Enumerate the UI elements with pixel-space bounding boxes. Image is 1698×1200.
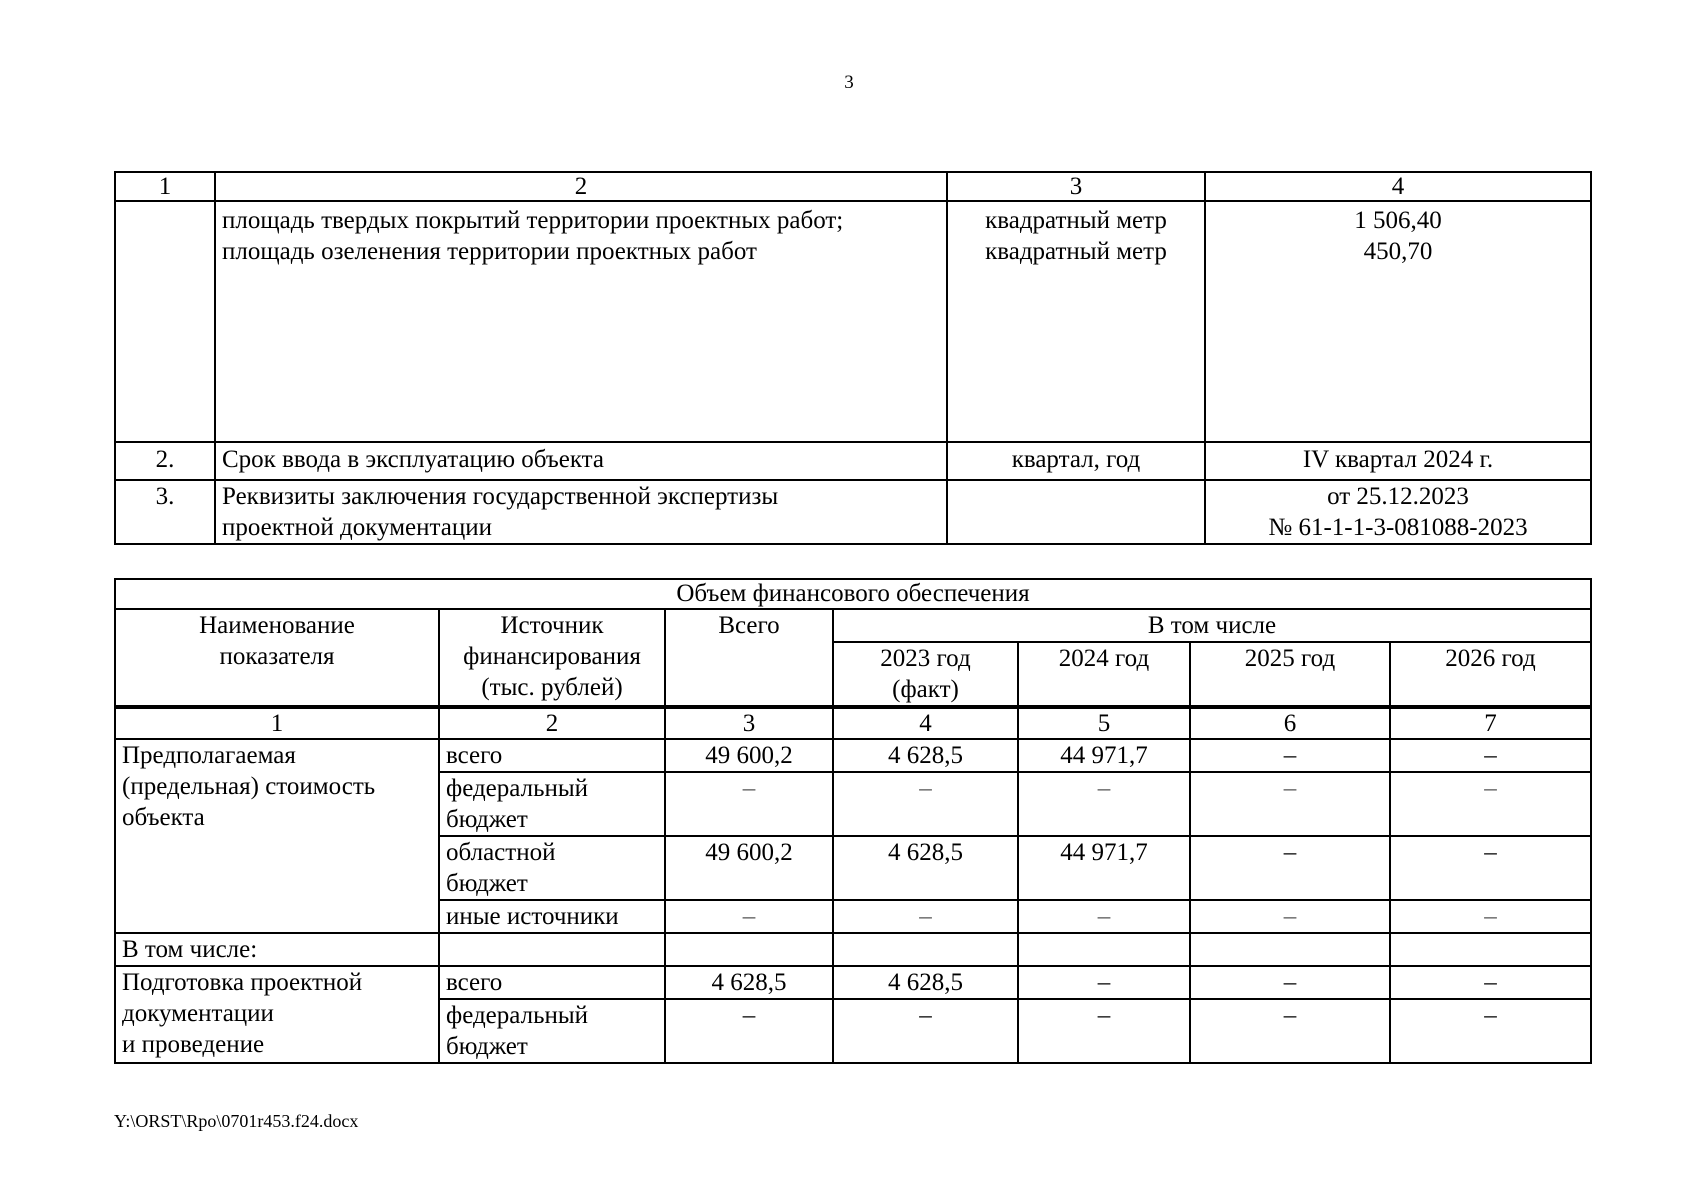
value-total: 4 628,5 — [665, 966, 833, 999]
indicator-name: Срок ввода в эксплуатацию объекта — [215, 442, 947, 480]
value-total: 49 600,2 — [665, 836, 833, 900]
source-line: федеральный — [446, 1002, 589, 1029]
row-number: 2. — [115, 442, 215, 480]
table-title-row — [115, 579, 1591, 609]
table-title: Объем финансового обеспечения — [115, 579, 1591, 609]
value-line: № 61-1-1-3-081088-2023 — [1268, 514, 1528, 541]
empty-cell — [1018, 933, 1190, 966]
value-total: – — [665, 900, 833, 933]
indicator-name-line: проектной документации — [222, 514, 492, 541]
table-row — [115, 933, 1591, 966]
indicator-name-line: Подготовка проектной — [122, 969, 363, 996]
column-number-1: 1 — [115, 172, 215, 201]
value-2025: – — [1190, 772, 1390, 836]
table-header-row — [115, 172, 1591, 201]
unit-line: квадратный метр — [985, 238, 1167, 265]
header-line: (факт) — [892, 676, 959, 703]
header-line: Источник — [500, 612, 604, 639]
value-2023: 4 628,5 — [833, 739, 1018, 772]
value-2024: – — [1018, 966, 1190, 999]
column-number-3: 3 — [665, 707, 833, 739]
table-row — [115, 739, 1591, 772]
indicator-name-line: и проведение — [122, 1031, 265, 1058]
object-characteristics-table — [114, 171, 1592, 545]
indicator-name-line: объекта — [122, 804, 205, 831]
empty-cell — [833, 933, 1018, 966]
header-including: В том числе — [833, 609, 1591, 642]
value-cell — [1205, 480, 1591, 544]
financing-source — [439, 772, 665, 836]
value-2025: – — [1190, 739, 1390, 772]
value-2023: – — [833, 900, 1018, 933]
value-total: – — [665, 772, 833, 836]
value-total: – — [665, 999, 833, 1063]
financing-source — [439, 836, 665, 900]
header-year-2026: 2026 год — [1390, 642, 1591, 707]
value-2026: – — [1390, 772, 1591, 836]
column-number-5: 5 — [1018, 707, 1190, 739]
unit-line: квадратный метр — [985, 207, 1167, 234]
column-number-2: 2 — [439, 707, 665, 739]
value-2026: – — [1390, 900, 1591, 933]
header-year-2023 — [833, 642, 1018, 707]
source-line: областной — [446, 839, 556, 866]
financing-source: всего — [439, 739, 665, 772]
value-2024: – — [1018, 999, 1190, 1063]
financing-source: иные источники — [439, 900, 665, 933]
value-2025: – — [1190, 836, 1390, 900]
including-label: В том числе: — [115, 933, 439, 966]
value-cell — [1205, 201, 1591, 442]
source-line: федеральный — [446, 775, 589, 802]
table-row — [115, 442, 1591, 480]
column-number-4: 4 — [1205, 172, 1591, 201]
indicator-name — [115, 966, 439, 1063]
source-line: бюджет — [446, 870, 528, 897]
value-line: от 25.12.2023 — [1327, 483, 1469, 510]
value-2023: – — [833, 999, 1018, 1063]
table-row — [115, 201, 1591, 442]
source-line: бюджет — [446, 1033, 528, 1060]
value-2023: 4 628,5 — [833, 836, 1018, 900]
column-number-4: 4 — [833, 707, 1018, 739]
document-file-path: Y:\ORST\Rpo\0701r453.f24.docx — [114, 1111, 359, 1131]
value-line: 450,70 — [1363, 238, 1433, 265]
header-line: 2023 год — [880, 645, 971, 672]
value-2024: 44 971,7 — [1018, 836, 1190, 900]
financing-table — [114, 578, 1592, 1064]
indicator-name-line: Реквизиты заключения государственной экспертизы — [222, 483, 779, 510]
column-number-7: 7 — [1390, 707, 1591, 739]
value-2023: – — [833, 772, 1018, 836]
row-number: 3. — [115, 480, 215, 544]
empty-cell — [1190, 933, 1390, 966]
value-2024: – — [1018, 772, 1190, 836]
column-numbers-row — [115, 707, 1591, 739]
header-indicator-name — [115, 609, 439, 707]
value-total: 49 600,2 — [665, 739, 833, 772]
value-2026: – — [1390, 836, 1591, 900]
header-line: финансирования — [463, 643, 641, 670]
indicator-name — [215, 201, 947, 442]
header-line: показателя — [219, 643, 335, 670]
header-financing-source — [439, 609, 665, 707]
indicator-name-line: площадь твердых покрытий территории проектных работ; — [222, 207, 844, 234]
table-header-row — [115, 609, 1591, 642]
value-2025: – — [1190, 900, 1390, 933]
value-2024: 44 971,7 — [1018, 739, 1190, 772]
empty-cell — [1390, 933, 1591, 966]
value-2025: – — [1190, 999, 1390, 1063]
indicator-name-line: документации — [122, 1000, 274, 1027]
value-2023: 4 628,5 — [833, 966, 1018, 999]
header-year-2024: 2024 год — [1018, 642, 1190, 707]
column-number-3: 3 — [947, 172, 1205, 201]
financing-source — [439, 999, 665, 1063]
header-line: (тыс. рублей) — [481, 674, 623, 701]
financing-source: всего — [439, 966, 665, 999]
unit-cell — [947, 480, 1205, 544]
unit-cell — [947, 201, 1205, 442]
header-year-2025: 2025 год — [1190, 642, 1390, 707]
indicator-name-line: площадь озеленения территории проектных работ — [222, 238, 757, 265]
column-number-2: 2 — [215, 172, 947, 201]
empty-cell — [439, 933, 665, 966]
table-row — [115, 480, 1591, 544]
source-line: бюджет — [446, 806, 528, 833]
value-2026: – — [1390, 739, 1591, 772]
value-2026: – — [1390, 999, 1591, 1063]
indicator-name — [215, 480, 947, 544]
row-number — [115, 201, 215, 442]
value-cell: IV квартал 2024 г. — [1205, 442, 1591, 480]
empty-cell — [665, 933, 833, 966]
table-row — [115, 966, 1591, 999]
column-number-1: 1 — [115, 707, 439, 739]
column-number-6: 6 — [1190, 707, 1390, 739]
value-2025: – — [1190, 966, 1390, 999]
value-2024: – — [1018, 900, 1190, 933]
header-line: Наименование — [199, 612, 355, 639]
header-total: Всего — [665, 609, 833, 707]
indicator-name-line: Предполагаемая — [122, 742, 296, 769]
value-line: 1 506,40 — [1354, 207, 1442, 234]
page-number: 3 — [844, 72, 854, 93]
indicator-name — [115, 739, 439, 933]
unit-cell: квартал, год — [947, 442, 1205, 480]
value-2026: – — [1390, 966, 1591, 999]
indicator-name-line: (предельная) стоимость — [122, 773, 376, 800]
